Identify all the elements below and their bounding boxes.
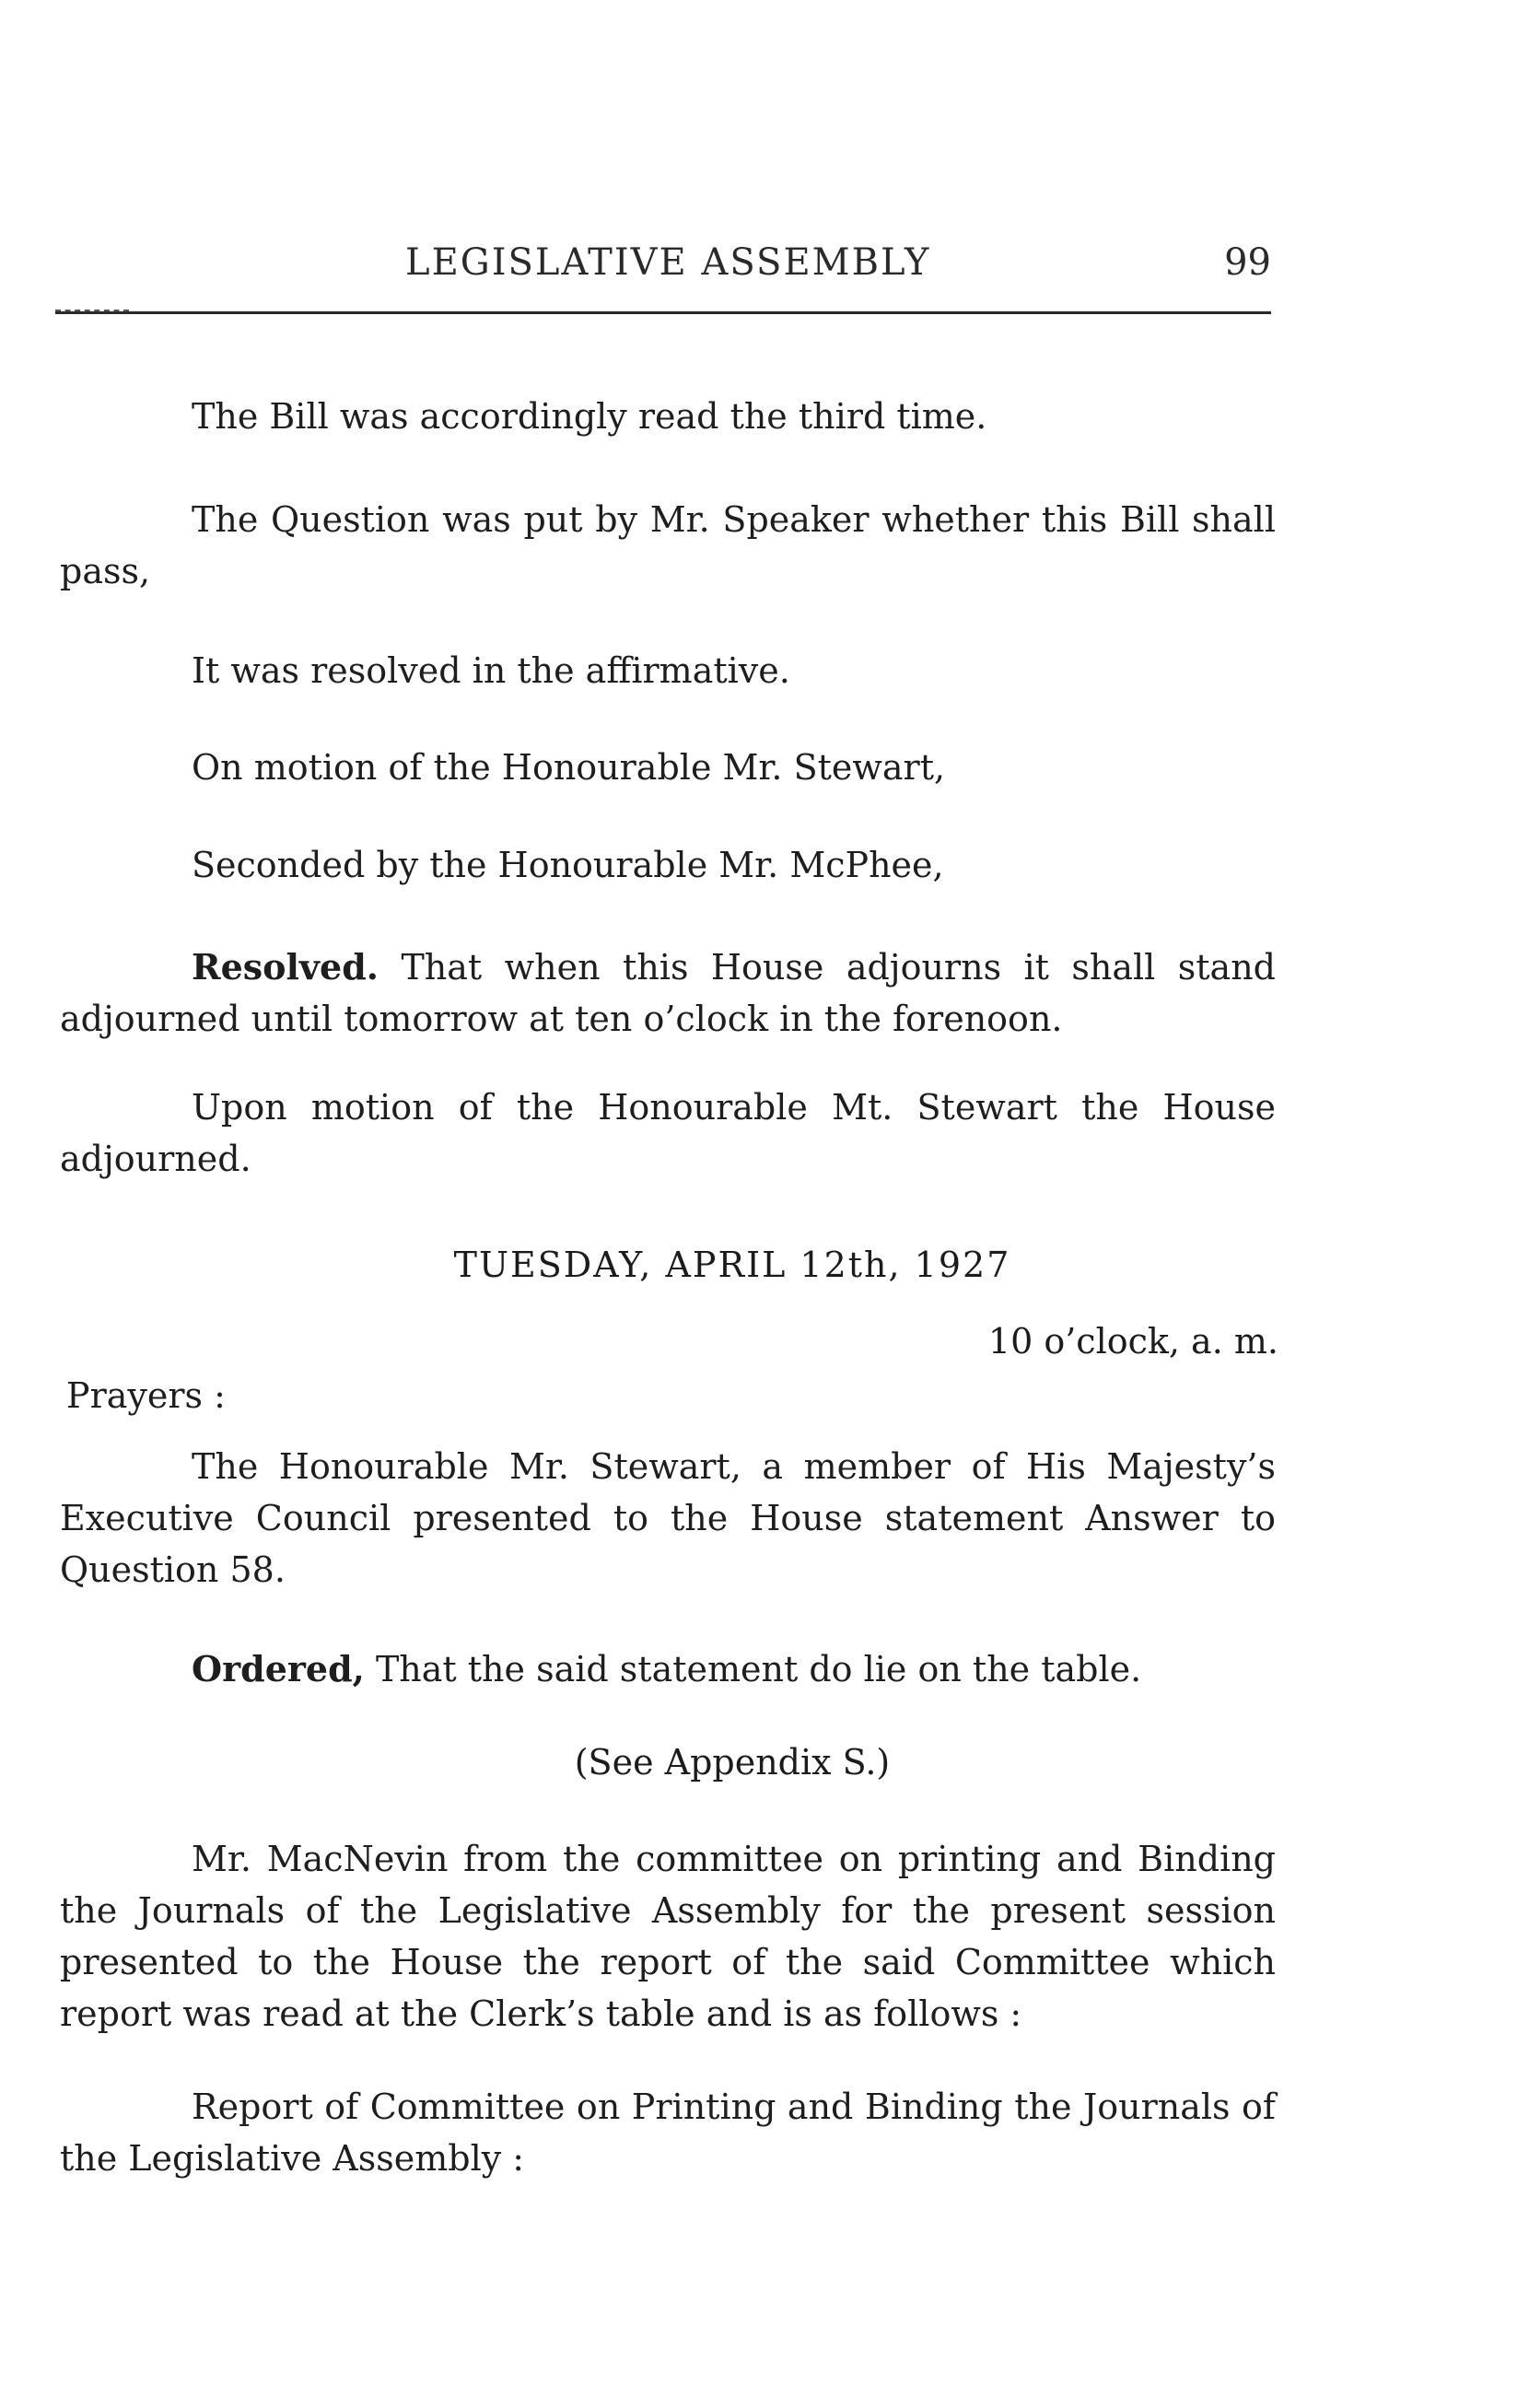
page-number: 99 xyxy=(1224,241,1271,284)
resolved-lead: Resolved. xyxy=(192,946,379,988)
header-rule xyxy=(55,311,1271,314)
paragraph-macnevin-report: Mr. MacNevin from the committee on printing and Binding the Journals of the Legislative Assembly for the present session presented to the House the report of the said Committee which report was read at the Clerk’s table and is as follows : xyxy=(60,1839,1276,2034)
prayers-line: Prayers : xyxy=(66,1375,226,1416)
paragraph-ordered xyxy=(192,1643,1141,1695)
ordered-lead: Ordered, xyxy=(192,1648,365,1689)
paragraph-question-put: The Question was put by Mr. Speaker whether this Bill shall pass, xyxy=(60,499,1276,591)
paragraph-motion: On motion of the Honourable Mr. Stewart, xyxy=(192,747,946,788)
paragraph-resolved-adjourn xyxy=(60,941,1276,1045)
paragraph-stewart-statement: The Honourable Mr. Stewart, a member of His Majesty’s Executive Council presented to the House statement Answer to Question 58. xyxy=(60,1446,1276,1590)
appendix-reference: (See Appendix S.) xyxy=(574,1742,891,1783)
paragraph-house-adjourned: Upon motion of the Honourable Mt. Stewart the House adjourned. xyxy=(60,1087,1276,1179)
paragraph-third-reading: The Bill was accordingly read the third time. xyxy=(192,396,987,437)
paragraph-resolved-affirmative: It was resolved in the affirmative. xyxy=(192,650,790,691)
running-title: LEGISLATIVE ASSEMBLY xyxy=(405,241,931,284)
date-heading: TUESDAY, APRIL 12th, 1927 xyxy=(453,1245,1011,1285)
running-header xyxy=(0,241,1529,297)
ordered-text: That the said statement do lie on the table. xyxy=(364,1649,1142,1689)
paragraph-report-title: Report of Committee on Printing and Binding the Journals of the Legislative Assembly : xyxy=(60,2087,1276,2179)
paragraph-seconded: Seconded by the Honourable Mr. McPhee, xyxy=(192,845,944,885)
time-line: 10 o’clock, a. m. xyxy=(987,1321,1278,1362)
resolved-text: That when this House adjourns it shall stand adjourned until tomorrow at ten o’clock in the forenoon. xyxy=(60,947,1276,1039)
